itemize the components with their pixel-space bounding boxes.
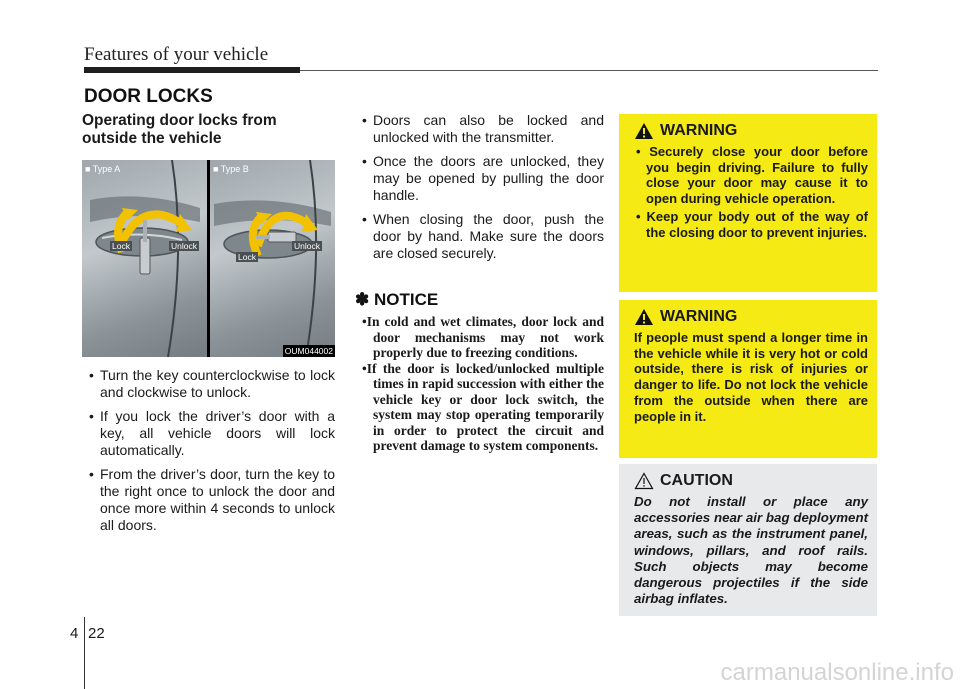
unlock-label-a: Unlock <box>171 241 197 251</box>
warning-triangle-icon <box>634 122 654 140</box>
type-a-panel <box>82 160 207 357</box>
unlock-label-b: Unlock <box>294 241 320 251</box>
section-title: DOOR LOCKS <box>84 86 213 107</box>
list-item: • Turn the key counterclockwise to lock and clockwise to unlock. <box>89 367 335 400</box>
left-column <box>82 112 335 541</box>
type-b-panel <box>210 160 335 357</box>
list-item: • From the driver’s door, turn the key to the right once to unlock the door and once more within 4 seconds to unlock all doors. <box>89 466 335 533</box>
notice-title: ✽ NOTICE <box>355 290 439 309</box>
list-item: • Doors can also be locked and unlocked with the transmitter. <box>362 112 604 145</box>
type-a-illustration <box>82 160 207 357</box>
lock-label-b: Lock <box>238 252 256 262</box>
warning-title-2: WARNING <box>634 308 868 326</box>
list-item: • If you lock the driver’s door with a key, all vehicle doors will lock automatically. <box>89 408 335 458</box>
chapter-number: 4 <box>70 625 79 642</box>
list-item: • Securely close your door before you begin driving. Failure to fully close your door may cause it to open during vehicle operation. <box>636 144 868 207</box>
warning-triangle-icon <box>634 308 654 326</box>
caution-title: CAUTION <box>634 472 868 490</box>
caution-triangle-icon <box>634 472 654 490</box>
lock-label-a: Lock <box>112 241 130 251</box>
middle-column <box>355 112 604 454</box>
header-bar <box>84 67 300 73</box>
warning-box-2 <box>619 300 877 458</box>
page-number: 22 <box>88 625 105 642</box>
warning-box-1 <box>619 114 877 292</box>
page-header-title: Features of your vehicle <box>84 44 269 65</box>
list-item: • Keep your body out of the way of the closing door to prevent injuries. <box>636 208 868 240</box>
list-item: • When closing the door, push the door by hand. Make sure the doors are closed securely. <box>362 211 604 261</box>
subheading: Operating door locks from outside the vehicle <box>82 112 277 147</box>
type-a-label: ■ Type A <box>85 164 121 174</box>
watermark: carmanualsonline.info <box>720 659 954 686</box>
type-b-illustration <box>210 160 335 357</box>
warning-list-1 <box>634 144 868 240</box>
warning-title-1: WARNING <box>634 122 868 140</box>
type-b-label: ■ Type B <box>213 164 249 174</box>
figure-code: OUM044002 <box>284 346 333 356</box>
list-item: •If the door is locked/unlocked multiple times in rapid succession with either the vehicle key or door lock switch, the system may stop operating temporarily in order to protect the circuit and prevent damage to system components. <box>362 360 604 453</box>
list-item: •In cold and wet climates, door lock and door mechanisms may not work properly due to freezing conditions. <box>362 314 604 360</box>
caution-box <box>619 464 877 616</box>
warning-text-2: If people must spend a longer time in the vehicle while it is very hot or cold outside, there is risk of injuries or danger to life. Do not lock the vehicle from the outside when there are people in it. <box>634 330 868 424</box>
caution-text: Do not install or place any accessories near air bag deployment areas, such as the instrument panel, windows, pillars, and roof rails. Such objects may become dangerous projectiles if the side airbag inflates. <box>634 494 868 607</box>
middle-bullet-list <box>355 112 604 262</box>
notice-list <box>355 314 604 454</box>
door-lock-figure <box>82 160 335 357</box>
list-item: • Once the doors are unlocked, they may be opened by pulling the door handle. <box>362 153 604 203</box>
footer-divider <box>84 617 85 689</box>
left-bullet-list <box>82 367 335 534</box>
header-rule <box>300 70 878 71</box>
